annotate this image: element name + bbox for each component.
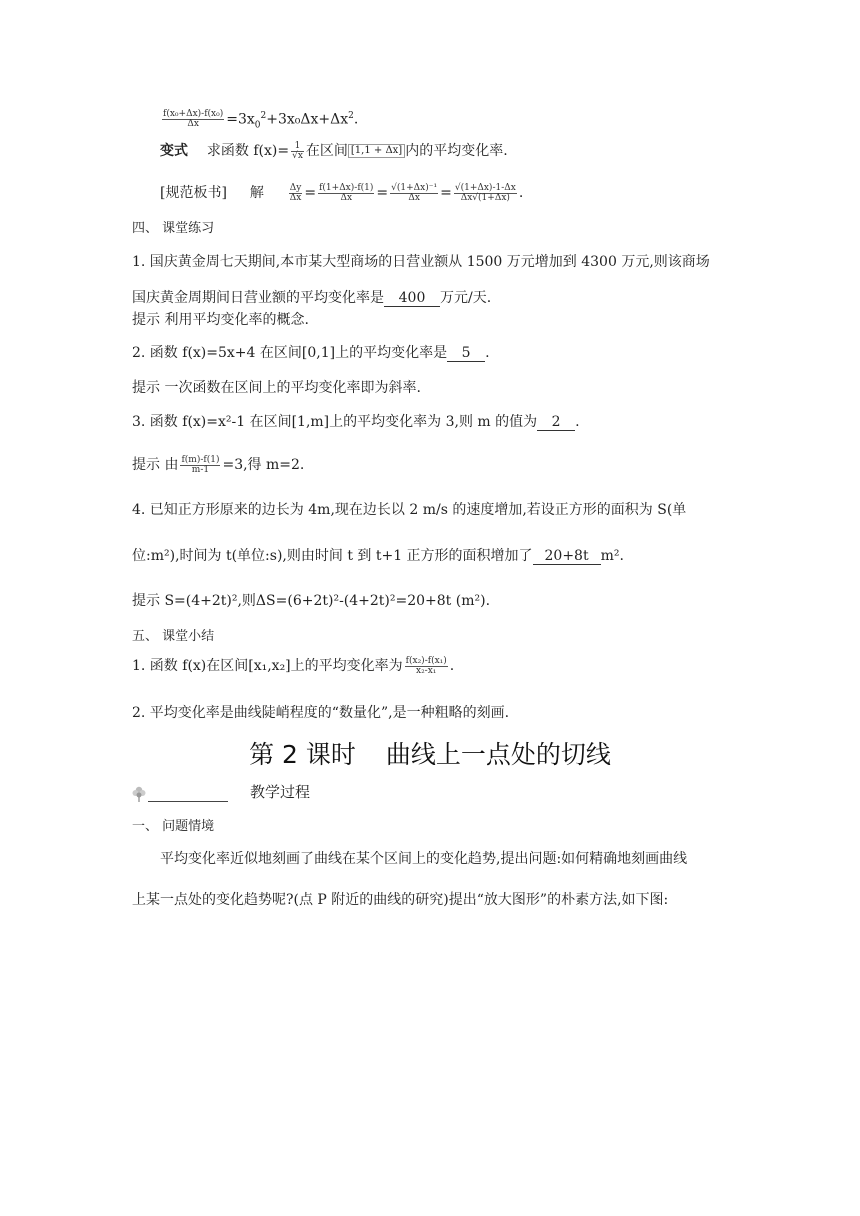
q3-hint-fraction bbox=[180, 456, 220, 475]
q2-text: 2. 函数 f(x)=5x+4 在区间[0,1]上的平均变化率是 bbox=[132, 345, 448, 361]
fraction-numerator: f(m)-f(1) bbox=[181, 454, 220, 465]
expr-sub: 0 bbox=[254, 120, 261, 131]
lesson-name: 曲线上一点处的切线 bbox=[385, 740, 611, 769]
summary-1 bbox=[132, 656, 454, 676]
q4-text: m². bbox=[600, 548, 624, 564]
fraction-numerator: f(1+Δx)-f(1) bbox=[319, 182, 374, 193]
q4-text: 位:m²),时间为 t(单位:s),则由时间 t 到 t+1 正方形的面积增加了 bbox=[132, 548, 533, 564]
variant-label: 变式 bbox=[160, 143, 188, 159]
lesson-number: 第 2 课时 bbox=[249, 740, 356, 769]
expr-text: +3x₀Δx+Δx bbox=[266, 111, 349, 128]
fraction-numerator: 1 bbox=[291, 142, 304, 152]
fraction-denominator: Δx bbox=[340, 192, 353, 203]
section-heading: 四、 课堂练习 bbox=[132, 221, 215, 236]
q3-text: . bbox=[575, 414, 580, 430]
q3-hint-text: 提示 由 bbox=[132, 457, 179, 473]
section-heading: 一、 问题情境 bbox=[132, 819, 215, 834]
expr-text: =3x bbox=[226, 111, 255, 128]
q3-line bbox=[132, 412, 580, 432]
solution-end: . bbox=[518, 185, 524, 201]
interval-box: [1,1 + Δx] bbox=[348, 144, 405, 158]
solution-fraction bbox=[390, 184, 438, 203]
variant-line bbox=[160, 141, 508, 161]
expr-text: . bbox=[353, 111, 359, 128]
answer-blank: 400 bbox=[384, 290, 440, 307]
solution-word: 解 bbox=[249, 185, 264, 201]
q3-hint-text: =3,得 m=2. bbox=[222, 457, 305, 473]
summary-fraction bbox=[405, 657, 448, 676]
lesson-title bbox=[0, 735, 860, 771]
q4-line1: 4. 已知正方形原来的边长为 4m,现在边长以 2 m/s 的速度增加,若设正方形的面积为 S(单 bbox=[132, 502, 687, 518]
fraction-denominator: Δx bbox=[187, 119, 199, 130]
answer-blank: 5 bbox=[447, 345, 485, 362]
paragraph-line2: 上某一点处的变化趋势呢?(点 P 附近的曲线的研究)提出“放大图形”的朴素方法,如下图: bbox=[132, 892, 669, 908]
q2-hint: 提示 一次函数在区间上的平均变化率即为斜率. bbox=[132, 380, 421, 396]
intro-formula bbox=[160, 106, 358, 135]
expr-sup: 2 bbox=[260, 111, 267, 121]
decor-rule bbox=[148, 801, 228, 802]
process-label: 教学过程 bbox=[250, 783, 311, 801]
summary-text: . bbox=[449, 658, 455, 674]
q4-line2 bbox=[132, 546, 624, 566]
variant-text: 在区间 bbox=[305, 143, 348, 159]
fraction-numerator: Δy bbox=[289, 182, 302, 193]
fraction-numerator: f(x₂)-f(x₁) bbox=[405, 655, 447, 666]
q1-hint: 提示 利用平均变化率的概念. bbox=[132, 312, 309, 328]
flower-icon bbox=[130, 784, 148, 802]
fraction-denominator: m-1 bbox=[191, 464, 210, 475]
process-header bbox=[130, 782, 310, 802]
q2-line bbox=[132, 343, 490, 363]
q2-text: . bbox=[485, 345, 490, 361]
expr-sup: 2 bbox=[348, 111, 354, 121]
solution-line: [规范板书] 解 $\frac{\Delta y}{\Delta x}$ = $\frac{f(1+\Delta x)-f(1)}{\Delta x}$ = $\frac{\text{√(1+Δx)⁻¹}}{\Delta x}$ = $\frac{√(1+\Delta x)-1-\Delta x}{\Delta x√(1+\Delta x)}$ . bbox=[160, 182, 524, 203]
q1-text: 万元/天. bbox=[440, 290, 492, 306]
q3-hint bbox=[132, 455, 304, 475]
variant-text: 求函数 f(x)= bbox=[206, 143, 290, 159]
intro-fraction bbox=[162, 110, 224, 129]
answer-blank: 2 bbox=[537, 414, 575, 431]
solution-fraction bbox=[454, 184, 517, 203]
fraction-denominator: Δx bbox=[408, 192, 420, 203]
q1-text: 国庆黄金周期间日营业额的平均变化率是 bbox=[132, 290, 384, 306]
q4-hint: 提示 S=(4+2t)²,则ΔS=(6+2t)²-(4+2t)²=20+8t (m²). bbox=[132, 593, 491, 609]
fraction-denominator: x₂-x₁ bbox=[416, 665, 437, 676]
solution-fraction bbox=[289, 184, 303, 203]
section-heading: 五、 课堂小结 bbox=[132, 629, 215, 644]
summary-text: 1. 函数 f(x)在区间[x₁,x₂]上的平均变化率为 bbox=[132, 658, 403, 674]
fraction-denominator: Δx√(1+Δx) bbox=[460, 192, 510, 203]
q3-text: 3. 函数 f(x)=x²-1 在区间[1,m]上的平均变化率为 3,则 m 的值为 bbox=[132, 414, 538, 430]
q1-line2 bbox=[132, 288, 491, 308]
answer-blank: 20+8t bbox=[533, 548, 601, 565]
fraction-numerator: √(1+Δx)-1-Δx bbox=[454, 182, 516, 193]
fraction-denominator: Δx bbox=[289, 192, 302, 203]
fraction-denominator: √x bbox=[292, 150, 303, 161]
fraction-numerator: f(x₀+Δx)-f(x₀) bbox=[163, 109, 224, 120]
fraction-numerator: √(1+Δx)⁻¹ bbox=[391, 182, 438, 193]
paragraph-line1: 平均变化率近似地刻画了曲线在某个区间上的变化趋势,提出问题:如何精确地刻画曲线 bbox=[160, 851, 688, 867]
variant-fraction bbox=[291, 142, 304, 161]
solution-label: [规范板书] bbox=[160, 185, 227, 201]
q1-line1: 1. 国庆黄金周七天期间,本市某大型商场的日营业额从 1500 万元增加到 4300 万元,则该商场 bbox=[132, 254, 710, 270]
solution-fraction bbox=[318, 184, 374, 203]
summary-2: 2. 平均变化率是曲线陡峭程度的“数量化”,是一种粗略的刻画. bbox=[132, 705, 510, 721]
variant-text: 内的平均变化率. bbox=[405, 143, 508, 159]
